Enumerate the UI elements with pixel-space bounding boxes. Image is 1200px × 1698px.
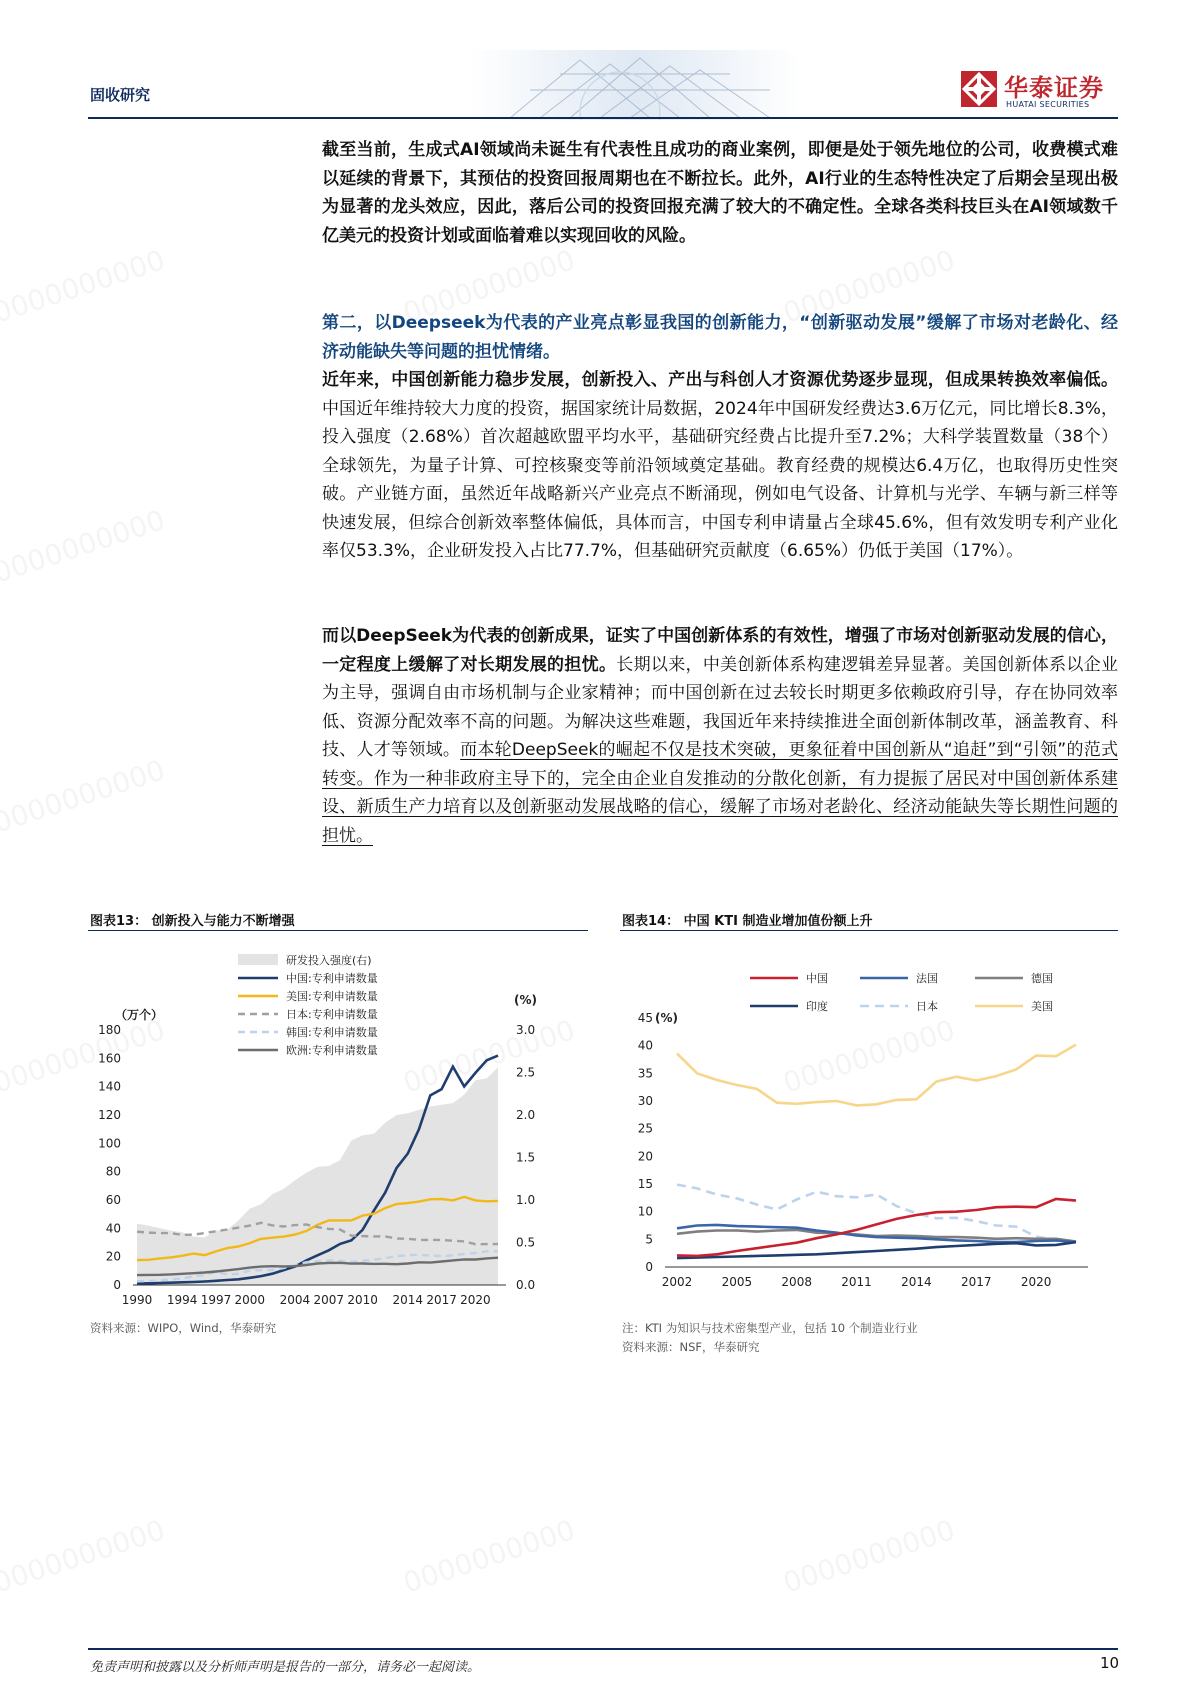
- fig13-right-unit: (%): [514, 993, 537, 1007]
- header-banner-graphic: [470, 50, 800, 120]
- fig14-x-tick: 2017: [960, 1275, 992, 1289]
- fig13-legend-label: 研发投入强度(右): [286, 954, 372, 967]
- fig13-x-tick: 1990: [121, 1293, 153, 1307]
- fig14-source: 资料来源：NSF，华泰研究: [622, 1340, 760, 1354]
- fig14-y-tick: 45: [637, 1011, 653, 1025]
- fig13-area-rd-intensity: [137, 1067, 498, 1285]
- paragraph-3: [322, 622, 1118, 850]
- logo-name-en: HUATAI SECURITIES: [1006, 100, 1090, 109]
- fig13-x-tick: 1994: [166, 1293, 198, 1307]
- fig14-x-tick: 2002: [661, 1275, 693, 1289]
- fig14-x-tick: 2020: [1020, 1275, 1052, 1289]
- paragraph-2: [322, 366, 1118, 566]
- paragraph-2-text: 中国近年维持较大力度的投资，据国家统计局数据，2024年中国研发经费达3.6万亿元，同比增长8.3%，投入强度（2.68%）首次超越欧盟平均水平，基础研究经费占比提升至7.2%；大科学装置数量（38个）全球领先，为量子计算、可控核聚变等前沿领域奠定基础。教育经费的规模达6.4万亿，也取得历史性突破。产业链方面，虽然近年战略新兴产业亮点不断涌现，例如电气设备、计算机与光学、车辆与新三样等快速发展，但综合创新效率整体偏低，具体而言，中国专利申请量占全球45.6%，但有效发明专利产业化率仅53.3%，企业研发投入占比77.7%，但基础研究贡献度（6.65%）仍低于美国（17%）。: [322, 398, 1118, 561]
- fig13-divider: [88, 930, 588, 931]
- fig13-x-tick: 2014: [392, 1293, 424, 1307]
- paragraph-2-lead: 近年来，中国创新能力稳步发展，创新投入、产出与科创人才资源优势逐步显现，但成果转换效率偏低。: [322, 370, 1118, 390]
- fig13-x-tick: 2000: [234, 1293, 266, 1307]
- fig14-y-tick: 0: [645, 1260, 653, 1274]
- fig13-y-tick: 180: [98, 1023, 121, 1037]
- fig13-y-tick: 20: [105, 1249, 121, 1264]
- fig13-legend-label: 中国:专利申请数量: [286, 972, 378, 985]
- fig13-x-tick: 2020: [460, 1293, 491, 1307]
- header-divider: [88, 117, 1118, 119]
- fig14-series-line-2: [677, 1230, 1076, 1242]
- fig13-legend-label: 美国:专利申请数量: [286, 990, 378, 1003]
- fig13-legend-label: 日本:专利申请数量: [286, 1008, 378, 1021]
- fig14-legend-label: 中国: [806, 972, 828, 985]
- company-logo: [960, 68, 1120, 112]
- fig14-series-line-4: [677, 1185, 1076, 1242]
- fig14-legend-label: 日本: [916, 1000, 938, 1013]
- fig13-y-tick: 100: [98, 1136, 121, 1151]
- fig14-y-tick: 20: [637, 1149, 653, 1164]
- footer-divider: [88, 1648, 1118, 1650]
- fig13-y-tick: 40: [105, 1221, 121, 1236]
- fig13-y2-tick: 1.0: [516, 1193, 536, 1207]
- fig13-left-unit: （万个）: [115, 1008, 164, 1022]
- fig14-legend-label: 法国: [916, 972, 938, 985]
- fig14-x-tick: 2011: [841, 1275, 872, 1289]
- footer-disclaimer: 免责声明和披露以及分析师声明是报告的一部分，请务必一起阅读。: [90, 1660, 481, 1675]
- fig13-x-tick: 2010: [347, 1293, 378, 1307]
- watermark: [0, 1513, 169, 1599]
- fig13-source: 资料来源：WIPO，Wind，华泰研究: [90, 1321, 277, 1335]
- fig14-legend-label: 印度: [806, 1000, 828, 1013]
- fig14-x-tick: 2008: [781, 1275, 812, 1289]
- fig13-x-tick: 1997: [200, 1293, 232, 1307]
- fig13-y-tick: 60: [105, 1193, 121, 1207]
- page-number: 10: [1100, 1654, 1120, 1672]
- fig13-y2-tick: 0.0: [516, 1278, 536, 1292]
- fig13-y-tick: 80: [105, 1164, 121, 1179]
- fig13-legend-label: 欧洲:专利申请数量: [286, 1044, 378, 1057]
- fig14-note: 注：KTI 为知识与技术密集型产业，包括 10 个制造业行业: [622, 1321, 918, 1335]
- fig13-y-tick: 0: [113, 1278, 121, 1292]
- watermark: [779, 1513, 959, 1599]
- fig14-title: 图表14： 中国 KTI 制造业增加值份额上升: [622, 914, 873, 929]
- fig13-y2-tick: 0.5: [516, 1235, 536, 1250]
- fig13-legend-swatch-area: [238, 954, 278, 965]
- fig13-x-tick: 2004: [279, 1293, 311, 1307]
- fig13-y2-tick: 3.0: [516, 1023, 536, 1037]
- fig13-y2-tick: 2.0: [516, 1108, 536, 1122]
- fig13-chart: [88, 935, 588, 1315]
- paragraph-3-underlined: 而本轮DeepSeek的崛起不仅是技术突破，更象征着中国创新从“追赶”到“引领”的范式转变。作为一种非政府主导下的，完全由企业自发推动的分散化创新，有力提振了居民对中国创新体系建设、新质生产力培育以及创新驱动发展战略的信心，缓解了市场对老龄化、经济动能缺失等长期性问题的担忧。: [322, 740, 1118, 846]
- fig13-y-tick: 140: [98, 1079, 121, 1094]
- fig14-x-tick: 2014: [901, 1275, 932, 1289]
- fig14-y-tick: 10: [637, 1204, 653, 1219]
- fig14-series-line-5: [677, 1045, 1076, 1106]
- fig14-x-tick: 2005: [721, 1275, 753, 1289]
- section-heading-2: 第二，以Deepseek为代表的产业亮点彰显我国的创新能力，“创新驱动发展”缓解了市场对老龄化、经济动能缺失等问题的担忧情绪。: [322, 313, 1118, 362]
- fig13-y-tick: 160: [98, 1051, 121, 1066]
- fig13-legend-label: 韩国:专利申请数量: [286, 1026, 378, 1039]
- paragraph-1: 截至当前，生成式AI领域尚未诞生有代表性且成功的商业案例，即便是处于领先地位的公司，收费模式难以延续的背景下，其预估的投资回报周期也在不断拉长。此外，AI行业的生态特性决定了后期会呈现出极为显著的龙头效应，因此，落后公司的投资回报充满了较大的不确定性。全球各类科技巨头在AI领域数千亿美元的投资计划或面临着难以实现回收的风险。: [322, 140, 1118, 246]
- page-section-title: 固收研究: [90, 86, 151, 104]
- fig14-y-tick: 40: [637, 1038, 653, 1053]
- fig13-y-tick: 120: [98, 1108, 121, 1122]
- fig14-y-tick: 35: [637, 1066, 653, 1081]
- paragraph-3-text: 长期以来，中美创新体系构建逻辑差异显著。美国创新体系以企业为主导，强调自由市场机制与企业家精神；而中国创新在过去较长时期更多依赖政府引导，存在协同效率低、资源分配效率不高的问题。为解决这些难题，我国近年来持续推进全面创新体制改革，涵盖教育、科技、人才等领域。: [322, 654, 1119, 760]
- fig13-y2-tick: 1.5: [516, 1150, 536, 1165]
- logo-name-cn: 华泰证券: [1004, 74, 1104, 102]
- fig14-divider: [620, 930, 1118, 931]
- watermark: [0, 753, 169, 839]
- watermark: [0, 243, 169, 329]
- fig13-x-tick: 2007: [313, 1293, 345, 1307]
- fig14-y-tick: 30: [637, 1094, 653, 1108]
- fig14-y-tick: 15: [637, 1177, 653, 1191]
- fig13-y2-tick: 2.5: [516, 1065, 536, 1080]
- fig14-y-tick: 25: [637, 1121, 653, 1136]
- fig13-x-tick: 2017: [426, 1293, 457, 1307]
- fig13-title: 图表13： 创新投入与能力不断增强: [90, 914, 295, 929]
- huatai-logo-icon: [960, 70, 998, 108]
- paragraph-3-lead: 而以DeepSeek为代表的创新成果，证实了中国创新体系的有效性，增强了市场对创新驱动发展的信心，一定程度上缓解了对长期发展的担忧。: [322, 626, 1118, 675]
- fig14-legend-label: 德国: [1031, 972, 1053, 985]
- fig14-y-unit: (%): [655, 1011, 678, 1025]
- fig14-y-tick: 5: [645, 1232, 653, 1247]
- watermark: [399, 1513, 579, 1599]
- fig14-chart: [620, 935, 1118, 1315]
- watermark: [0, 503, 169, 589]
- fig14-legend-label: 美国: [1031, 1000, 1053, 1013]
